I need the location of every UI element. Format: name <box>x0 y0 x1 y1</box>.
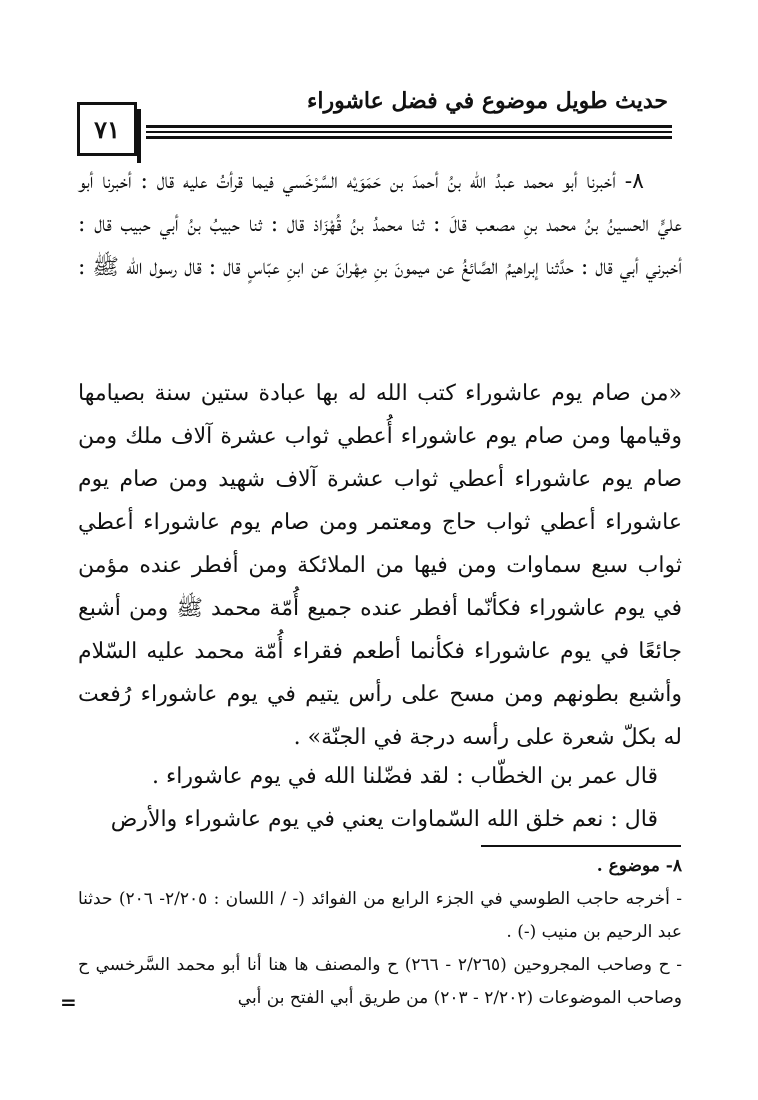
header-rule-middle <box>146 131 672 133</box>
header-rule-top <box>146 125 672 128</box>
isnad-paragraph <box>78 160 682 289</box>
hadith-paragraph <box>78 372 682 759</box>
footnotes <box>78 850 682 1015</box>
page-number: ٧١ <box>77 102 137 156</box>
continuation-mark: = <box>60 990 77 1014</box>
footnote-separator <box>481 845 681 847</box>
running-title: حديث طويل موضوع في فضل عاشوراء <box>307 88 668 114</box>
header-rule-bottom <box>146 136 672 139</box>
footnote-label: ٨- موضوع . <box>596 856 682 876</box>
isnad-text: ٨- أخبرنا أبو محمد عبدُ الله بنُ أحمدَ بن حَمَوَيْه السَّرْخَسي فيما قرأتُ عليه قال : أخبرنا أبو عليٍّ الحسينُ بنُ محمد بنِ مصعب قالَ : ثنا محمدُ بنُ قُهْزَاذ قال : ثنا حبيبُ بنُ أبي حبيب قال : أخبرني أبي قال : حدَّثنا إبراهيمُ الصَّائغُ عن ميمونَ بنِ مِهْرانَ عن ابنِ عبّاسٍ قال : قال رسول الله ﷺ : <box>78 169 682 280</box>
footnote-1: - أخرجه حاجب الطوسي في الجزء الرابع من الفوائد (- / اللسان : ٢/٢٠٥- ٢٠٦) حدثنا عبد الرحيم بن منيب (-) . <box>78 889 682 942</box>
continuation-line-2: قال : نعم خلق الله السّماوات يعني في يوم عاشوراء والأرض <box>110 807 658 832</box>
footnote-2: - ح وصاحب المجروحين (٢/٢٦٥ - ٢٦٦) ح والمصنف ها هنا أنا أبو محمد السَّرخسي ح وصاحب الموضوعات (٢/٢٠٢ - ٢٠٣) من طريق أبي الفتح بن أبي <box>78 955 682 1008</box>
continuation-paragraph <box>78 755 682 841</box>
hadith-text: «من صام يوم عاشوراء كتب الله له بها عبادة ستين سنة بصيامها وقيامها ومن صام يوم عاشوراء أُعطي ثواب عشرة آلاف ملك ومن صام يوم عاشوراء أعطي ثواب عشرة آلاف شهيد ومن صام يوم عاشوراء أعطي ثواب حاج ومعتمر ومن صام يوم عاشوراء أعطي ثواب سبع سماوات ومن فيها من الملائكة ومن أفطر عنده مؤمن في يوم عاشوراء فكأنّما أفطر عنده جميع أُمّة محمد ﷺ ومن أشبع جائعًا في يوم عاشوراء فكأنما أطعم فقراء أُمّة محمد عليه السّلام وأشبع بطونهم ومن مسح على رأس يتيم في يوم عاشوراء رُفعت له بكلّ شعرة على رأسه درجة في الجنّة» . <box>78 381 682 750</box>
continuation-line-1: قال عمر بن الخطّاب : لقد فضّلنا الله في يوم عاشوراء . <box>151 764 658 789</box>
